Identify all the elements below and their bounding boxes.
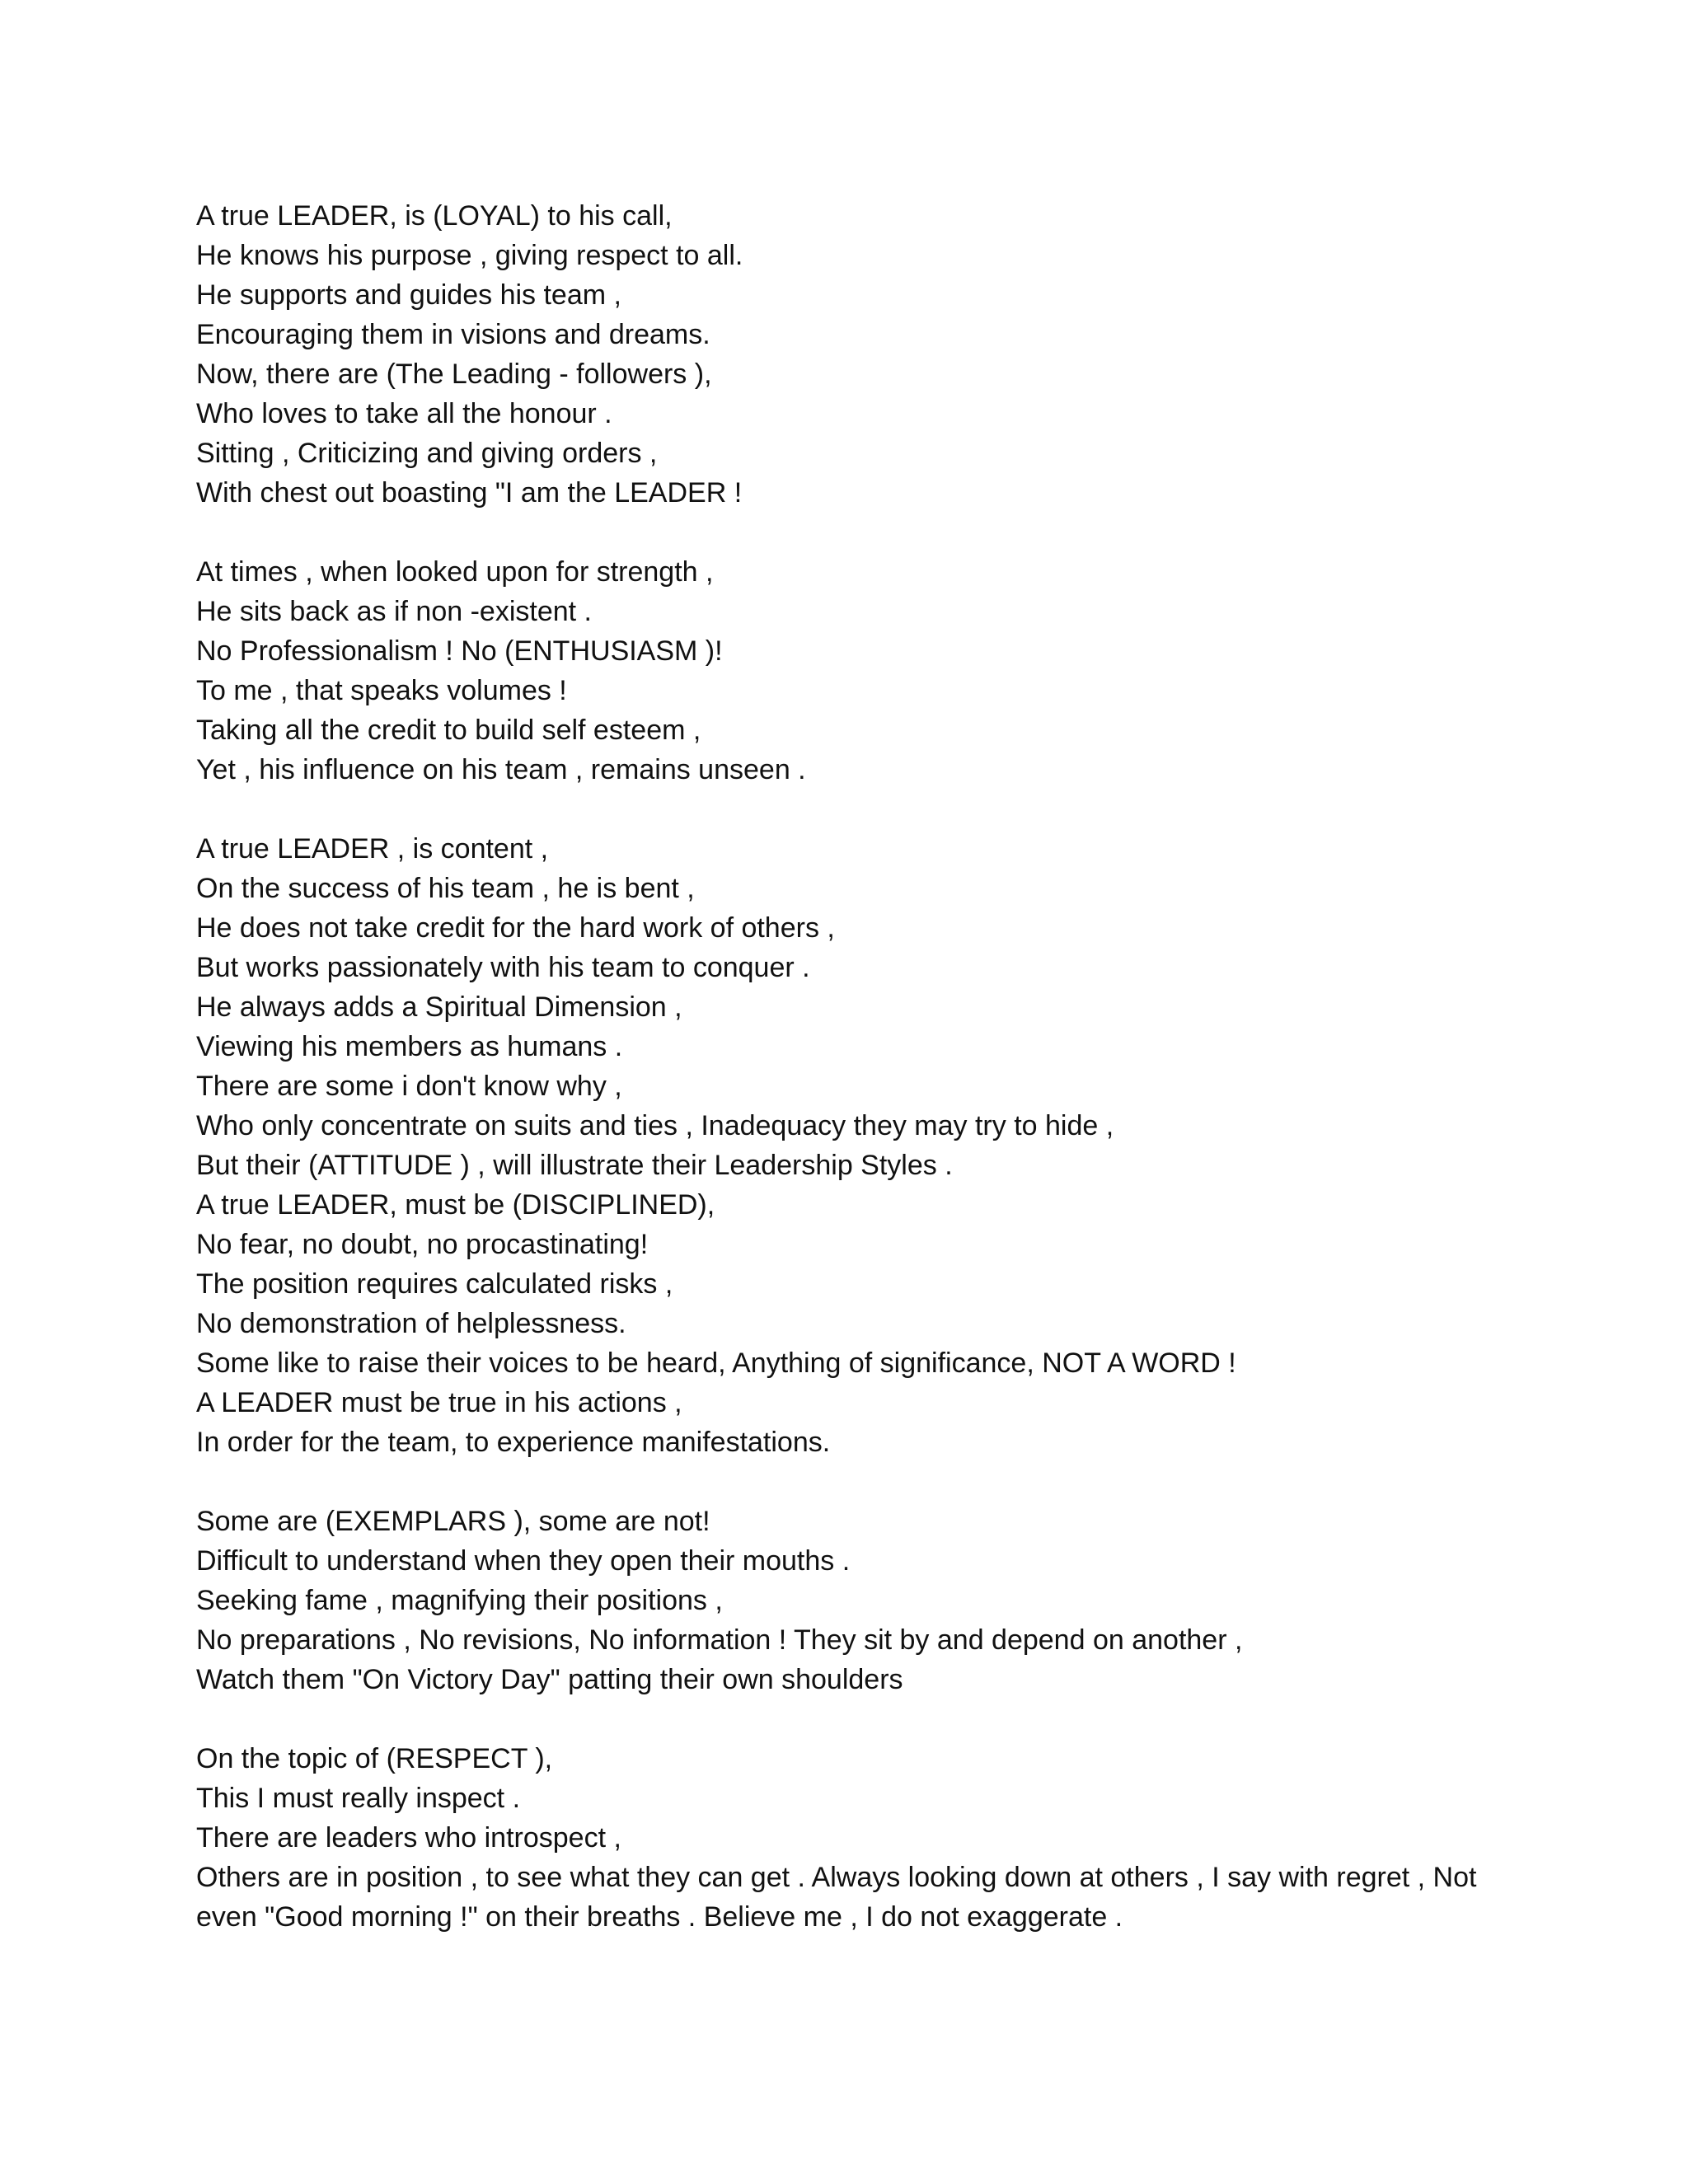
poem-body	[196, 196, 1515, 1937]
poem-line: At times , when looked upon for strength ,	[196, 556, 714, 588]
poem-line: There are some i don't know why ,	[196, 1071, 622, 1102]
poem-stanza	[196, 829, 1515, 1462]
poem-line: Now, there are (The Leading - followers ),	[196, 359, 712, 390]
poem-line: Encouraging them in visions and dreams.	[196, 319, 710, 350]
poem-stanza	[196, 552, 1515, 790]
poem-line: Taking all the credit to build self esteem ,	[196, 715, 701, 746]
poem-line: A true LEADER, must be (DISCIPLINED),	[196, 1189, 715, 1221]
poem-line: He knows his purpose , giving respect to all.	[196, 240, 743, 271]
poem-line: Who only concentrate on suits and ties , Inadequacy they may try to hide ,	[196, 1110, 1114, 1141]
poem-stanza	[196, 1739, 1515, 1937]
poem-line: The position requires calculated risks ,	[196, 1268, 673, 1300]
poem-line: Some are (EXEMPLARS ), some are not!	[196, 1506, 710, 1537]
poem-line: Some like to raise their voices to be heard, Anything of significance, NOT A WORD !	[196, 1347, 1236, 1379]
poem-line: But works passionately with his team to conquer .	[196, 952, 810, 983]
poem-stanza	[196, 1502, 1515, 1699]
poem-line: even "Good morning !" on their breaths . Believe me , I do not exaggerate .	[196, 1901, 1123, 1933]
poem-line: Who loves to take all the honour .	[196, 398, 612, 429]
poem-line: With chest out boasting "I am the LEADER !	[196, 477, 743, 509]
poem-line: Watch them "On Victory Day" patting their own shoulders	[196, 1664, 903, 1695]
poem-line: A LEADER must be true in his actions ,	[196, 1387, 682, 1418]
poem-line: Seeking fame , magnifying their positions ,	[196, 1585, 723, 1616]
poem-line: On the success of his team , he is bent ,	[196, 873, 695, 904]
poem-line: Others are in position , to see what they can get . Always looking down at others , I say with regret , Not	[196, 1862, 1477, 1893]
poem-line: He sits back as if non -existent .	[196, 596, 592, 627]
poem-line: He always adds a Spiritual Dimension ,	[196, 991, 682, 1023]
poem-line: On the topic of (RESPECT ),	[196, 1743, 553, 1774]
poem-line: This I must really inspect .	[196, 1783, 521, 1814]
poem-line: A true LEADER , is content ,	[196, 833, 549, 865]
poem-line: To me , that speaks volumes !	[196, 675, 567, 706]
poem-line: But their (ATTITUDE ) , will illustrate their Leadership Styles .	[196, 1150, 953, 1181]
poem-line: No fear, no doubt, no procastinating!	[196, 1229, 649, 1260]
poem-line: Sitting , Criticizing and giving orders ,	[196, 438, 658, 469]
poem-line: No preparations , No revisions, No information ! They sit by and depend on another ,	[196, 1624, 1243, 1656]
poem-line: A true LEADER, is (LOYAL) to his call,	[196, 200, 673, 232]
poem-line: In order for the team, to experience manifestations.	[196, 1427, 831, 1458]
poem-line: He does not take credit for the hard work of others ,	[196, 912, 835, 944]
poem-line: He supports and guides his team ,	[196, 279, 621, 311]
poem-stanza	[196, 196, 1515, 513]
poem-line: Yet , his influence on his team , remains unseen .	[196, 754, 806, 785]
poem-line: Difficult to understand when they open their mouths .	[196, 1545, 851, 1577]
poem-line: Viewing his members as humans .	[196, 1031, 623, 1062]
poem-line: No demonstration of helplessness.	[196, 1308, 626, 1339]
poem-line: There are leaders who introspect ,	[196, 1822, 621, 1854]
poem-line: No Professionalism ! No (ENTHUSIASM )!	[196, 635, 723, 667]
